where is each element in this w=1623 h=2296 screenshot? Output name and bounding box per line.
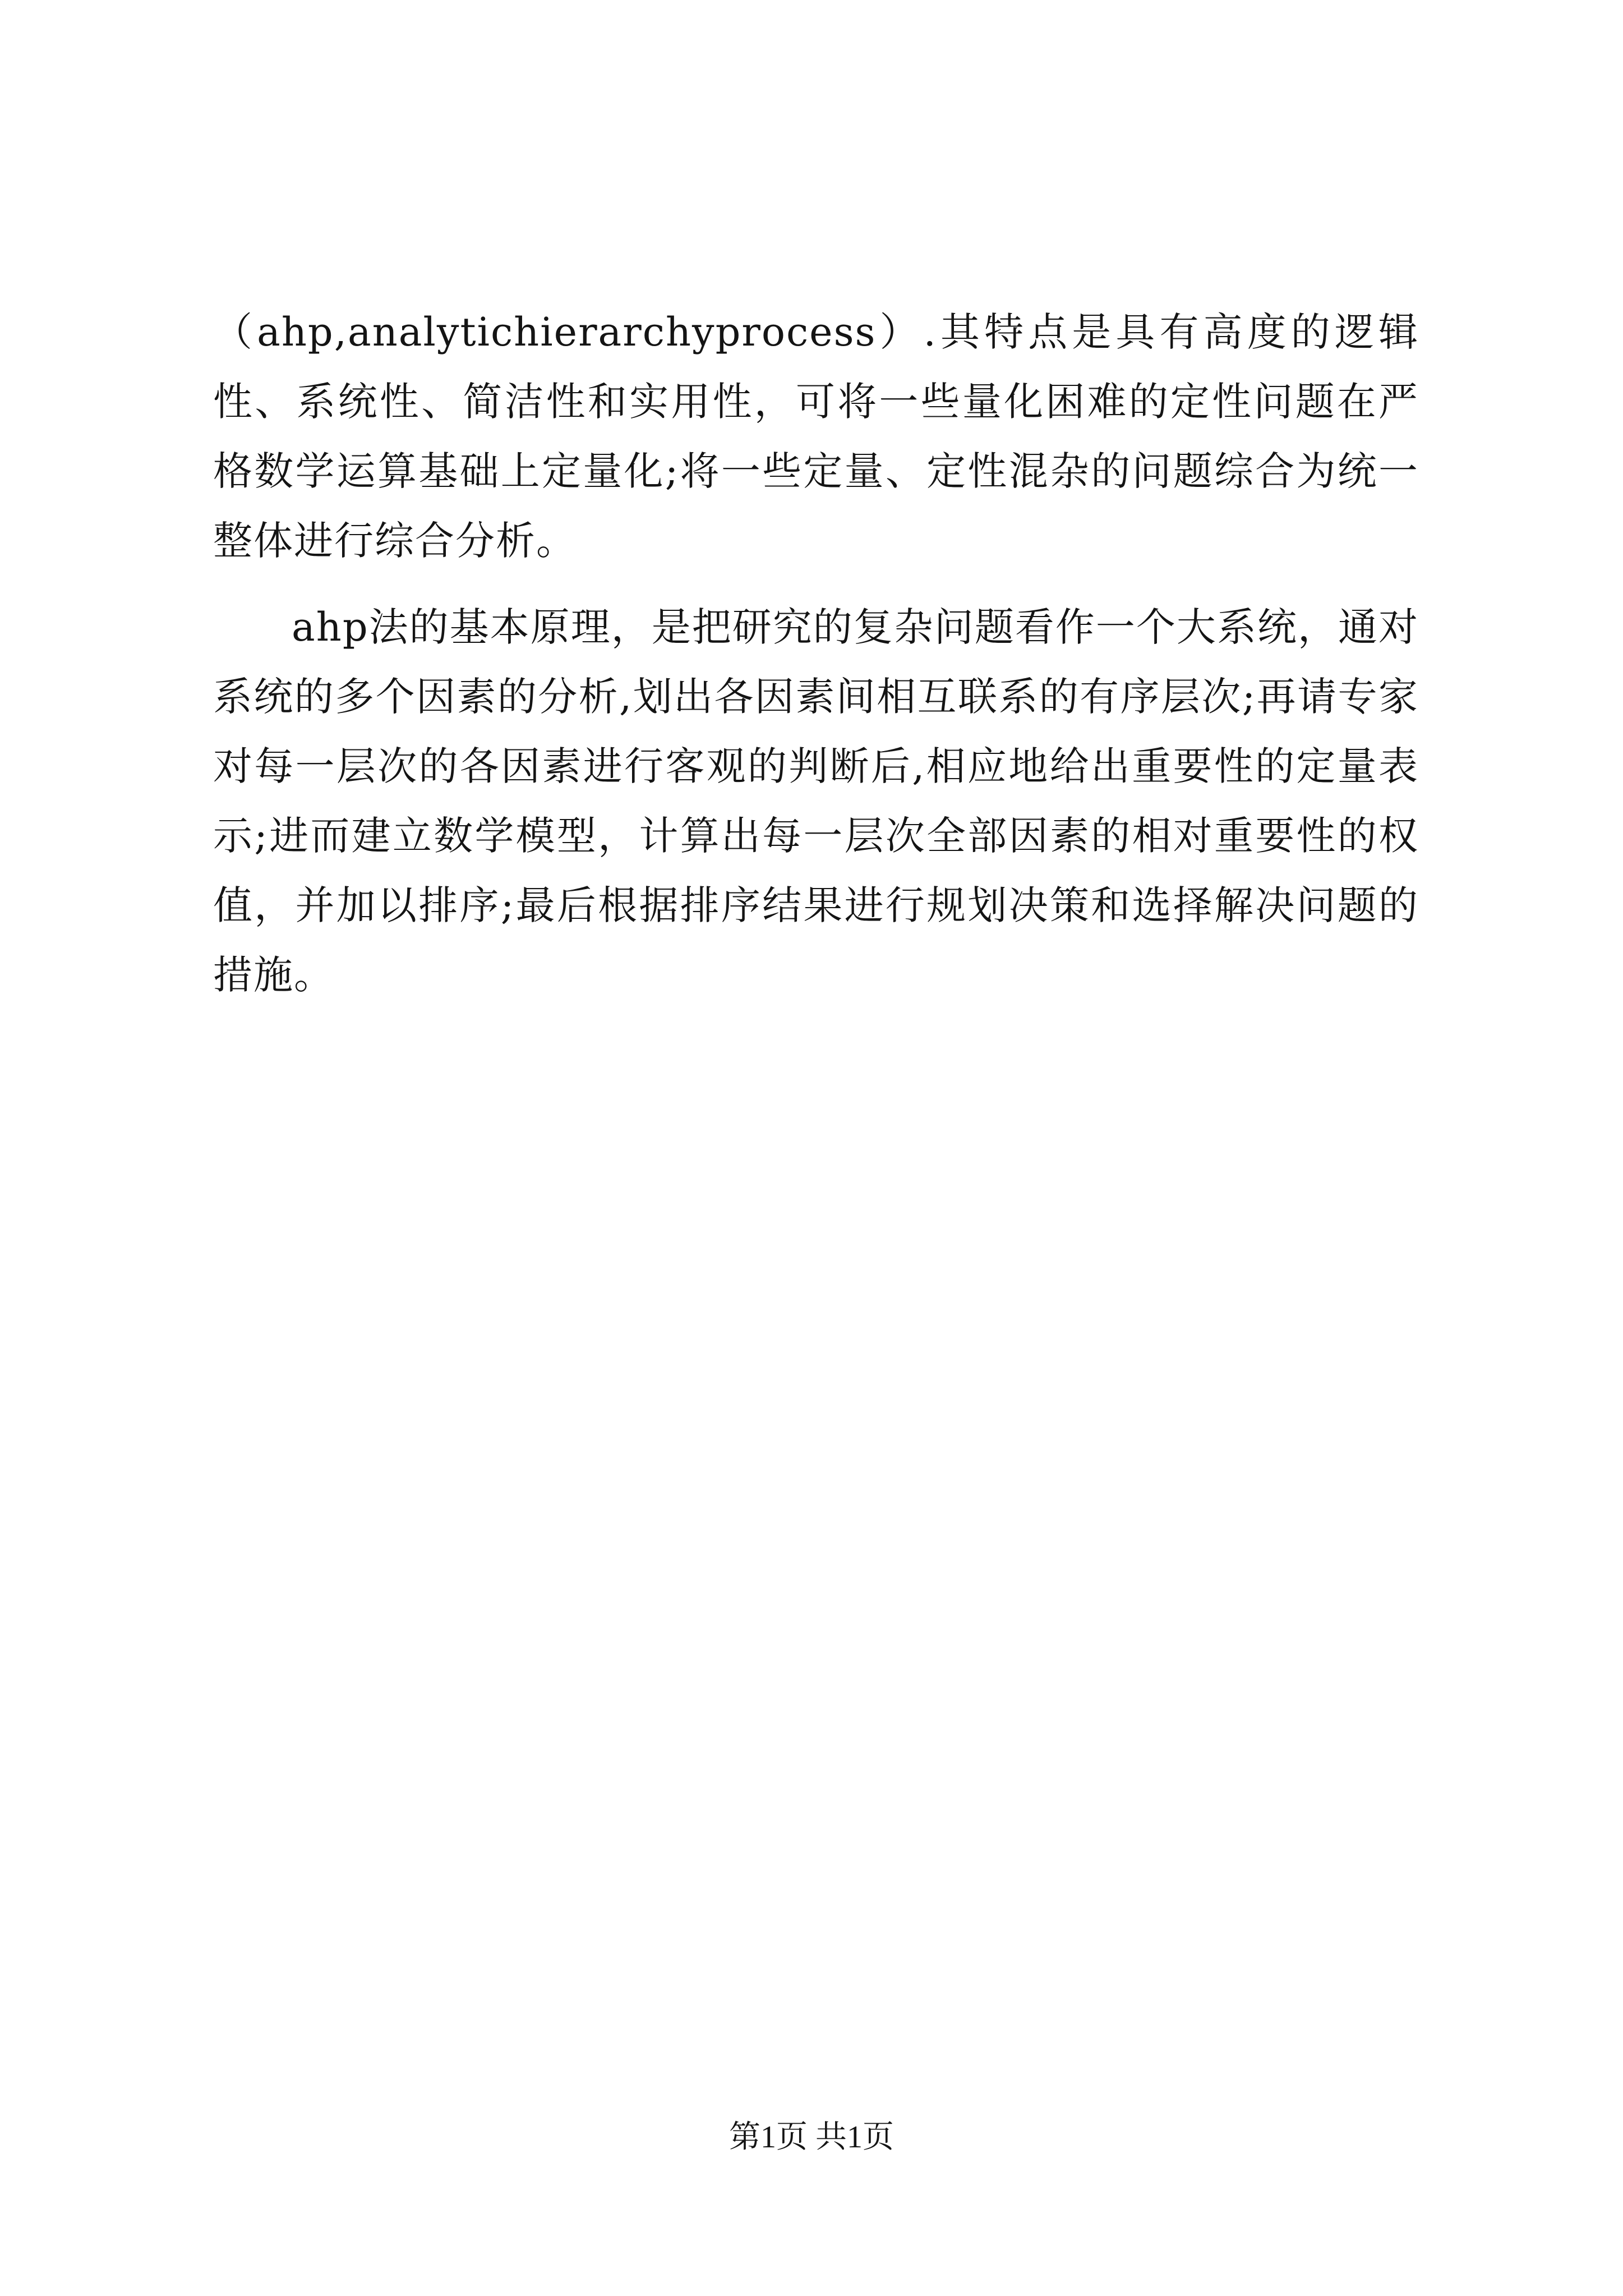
paragraph-1: （ahp,analytichierarchyprocess）.其特点是具有高度的逻辑性、系统性、简洁性和实用性，可将一些量化困难的定性问题在严格数学运算基础上定量化;将一些定量、定性混杂的问题综合为统一整体进行综合分析。 — [213, 309, 1419, 564]
paragraph-2: ahp法的基本原理，是把研究的复杂问题看作一个大系统，通对系统的多个因素的分析,划出各因素间相互联系的有序层次;再请专家对每一层次的各因素进行客观的判断后,相应地给出重要性的定量表示;进而建立数学模型，计算出每一层次全部因素的相对重要性的权值，并加以排序;最后根据排序结果进行规划决策和选择解决问题的措施。 — [213, 604, 1419, 998]
page-footer: 第1页 共1页 — [729, 2120, 894, 2155]
document-body — [213, 297, 1419, 1010]
